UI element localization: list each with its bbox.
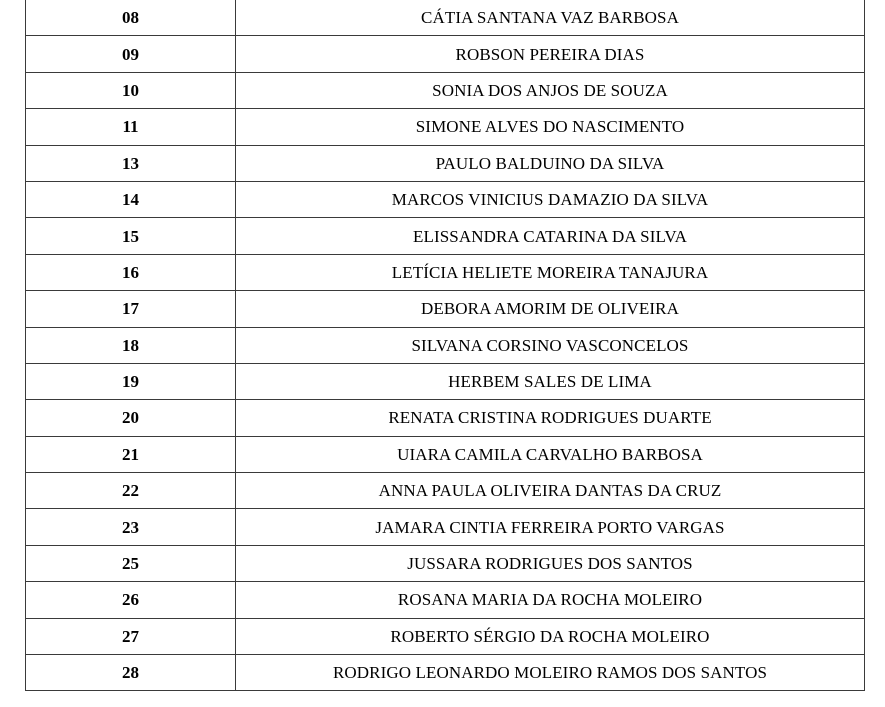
row-number-cell: 25 xyxy=(26,545,236,581)
row-number-cell: 16 xyxy=(26,254,236,290)
roster-table-body xyxy=(26,0,865,691)
row-number-cell: 10 xyxy=(26,72,236,108)
row-name-cell: SONIA DOS ANJOS DE SOUZA xyxy=(236,72,865,108)
table-row xyxy=(26,582,865,618)
row-number-cell: 21 xyxy=(26,436,236,472)
row-number-cell: 27 xyxy=(26,618,236,654)
row-name-cell: ROBERTO SÉRGIO DA ROCHA MOLEIRO xyxy=(236,618,865,654)
row-name-cell: MARCOS VINICIUS DAMAZIO DA SILVA xyxy=(236,181,865,217)
row-number-cell: 28 xyxy=(26,655,236,691)
row-name-cell: RODRIGO LEONARDO MOLEIRO RAMOS DOS SANTOS xyxy=(236,655,865,691)
row-number-cell: 23 xyxy=(26,509,236,545)
row-number-cell: 15 xyxy=(26,218,236,254)
row-name-cell: CÁTIA SANTANA VAZ BARBOSA xyxy=(236,0,865,36)
roster-table xyxy=(25,0,865,691)
table-row xyxy=(26,181,865,217)
row-number-cell: 20 xyxy=(26,400,236,436)
table-row xyxy=(26,109,865,145)
table-row xyxy=(26,218,865,254)
table-row xyxy=(26,72,865,108)
row-number-cell: 26 xyxy=(26,582,236,618)
table-row xyxy=(26,363,865,399)
table-row xyxy=(26,254,865,290)
row-number-cell: 14 xyxy=(26,181,236,217)
table-row xyxy=(26,145,865,181)
row-name-cell: LETÍCIA HELIETE MOREIRA TANAJURA xyxy=(236,254,865,290)
row-name-cell: DEBORA AMORIM DE OLIVEIRA xyxy=(236,291,865,327)
table-row xyxy=(26,655,865,691)
row-name-cell: SIMONE ALVES DO NASCIMENTO xyxy=(236,109,865,145)
table-row xyxy=(26,545,865,581)
row-name-cell: SILVANA CORSINO VASCONCELOS xyxy=(236,327,865,363)
table-row xyxy=(26,0,865,36)
row-name-cell: JAMARA CINTIA FERREIRA PORTO VARGAS xyxy=(236,509,865,545)
row-number-cell: 19 xyxy=(26,363,236,399)
table-row xyxy=(26,327,865,363)
row-name-cell: HERBEM SALES DE LIMA xyxy=(236,363,865,399)
row-number-cell: 18 xyxy=(26,327,236,363)
row-number-cell: 11 xyxy=(26,109,236,145)
row-name-cell: PAULO BALDUINO DA SILVA xyxy=(236,145,865,181)
table-row xyxy=(26,291,865,327)
table-row xyxy=(26,400,865,436)
row-number-cell: 08 xyxy=(26,0,236,36)
row-name-cell: ROSANA MARIA DA ROCHA MOLEIRO xyxy=(236,582,865,618)
row-number-cell: 17 xyxy=(26,291,236,327)
table-row xyxy=(26,436,865,472)
table-row xyxy=(26,618,865,654)
row-name-cell: ELISSANDRA CATARINA DA SILVA xyxy=(236,218,865,254)
row-name-cell: UIARA CAMILA CARVALHO BARBOSA xyxy=(236,436,865,472)
table-row xyxy=(26,509,865,545)
table-row xyxy=(26,36,865,72)
row-name-cell: ANNA PAULA OLIVEIRA DANTAS DA CRUZ xyxy=(236,473,865,509)
row-name-cell: JUSSARA RODRIGUES DOS SANTOS xyxy=(236,545,865,581)
row-number-cell: 22 xyxy=(26,473,236,509)
table-row xyxy=(26,473,865,509)
row-number-cell: 09 xyxy=(26,36,236,72)
row-name-cell: RENATA CRISTINA RODRIGUES DUARTE xyxy=(236,400,865,436)
row-number-cell: 13 xyxy=(26,145,236,181)
row-name-cell: ROBSON PEREIRA DIAS xyxy=(236,36,865,72)
